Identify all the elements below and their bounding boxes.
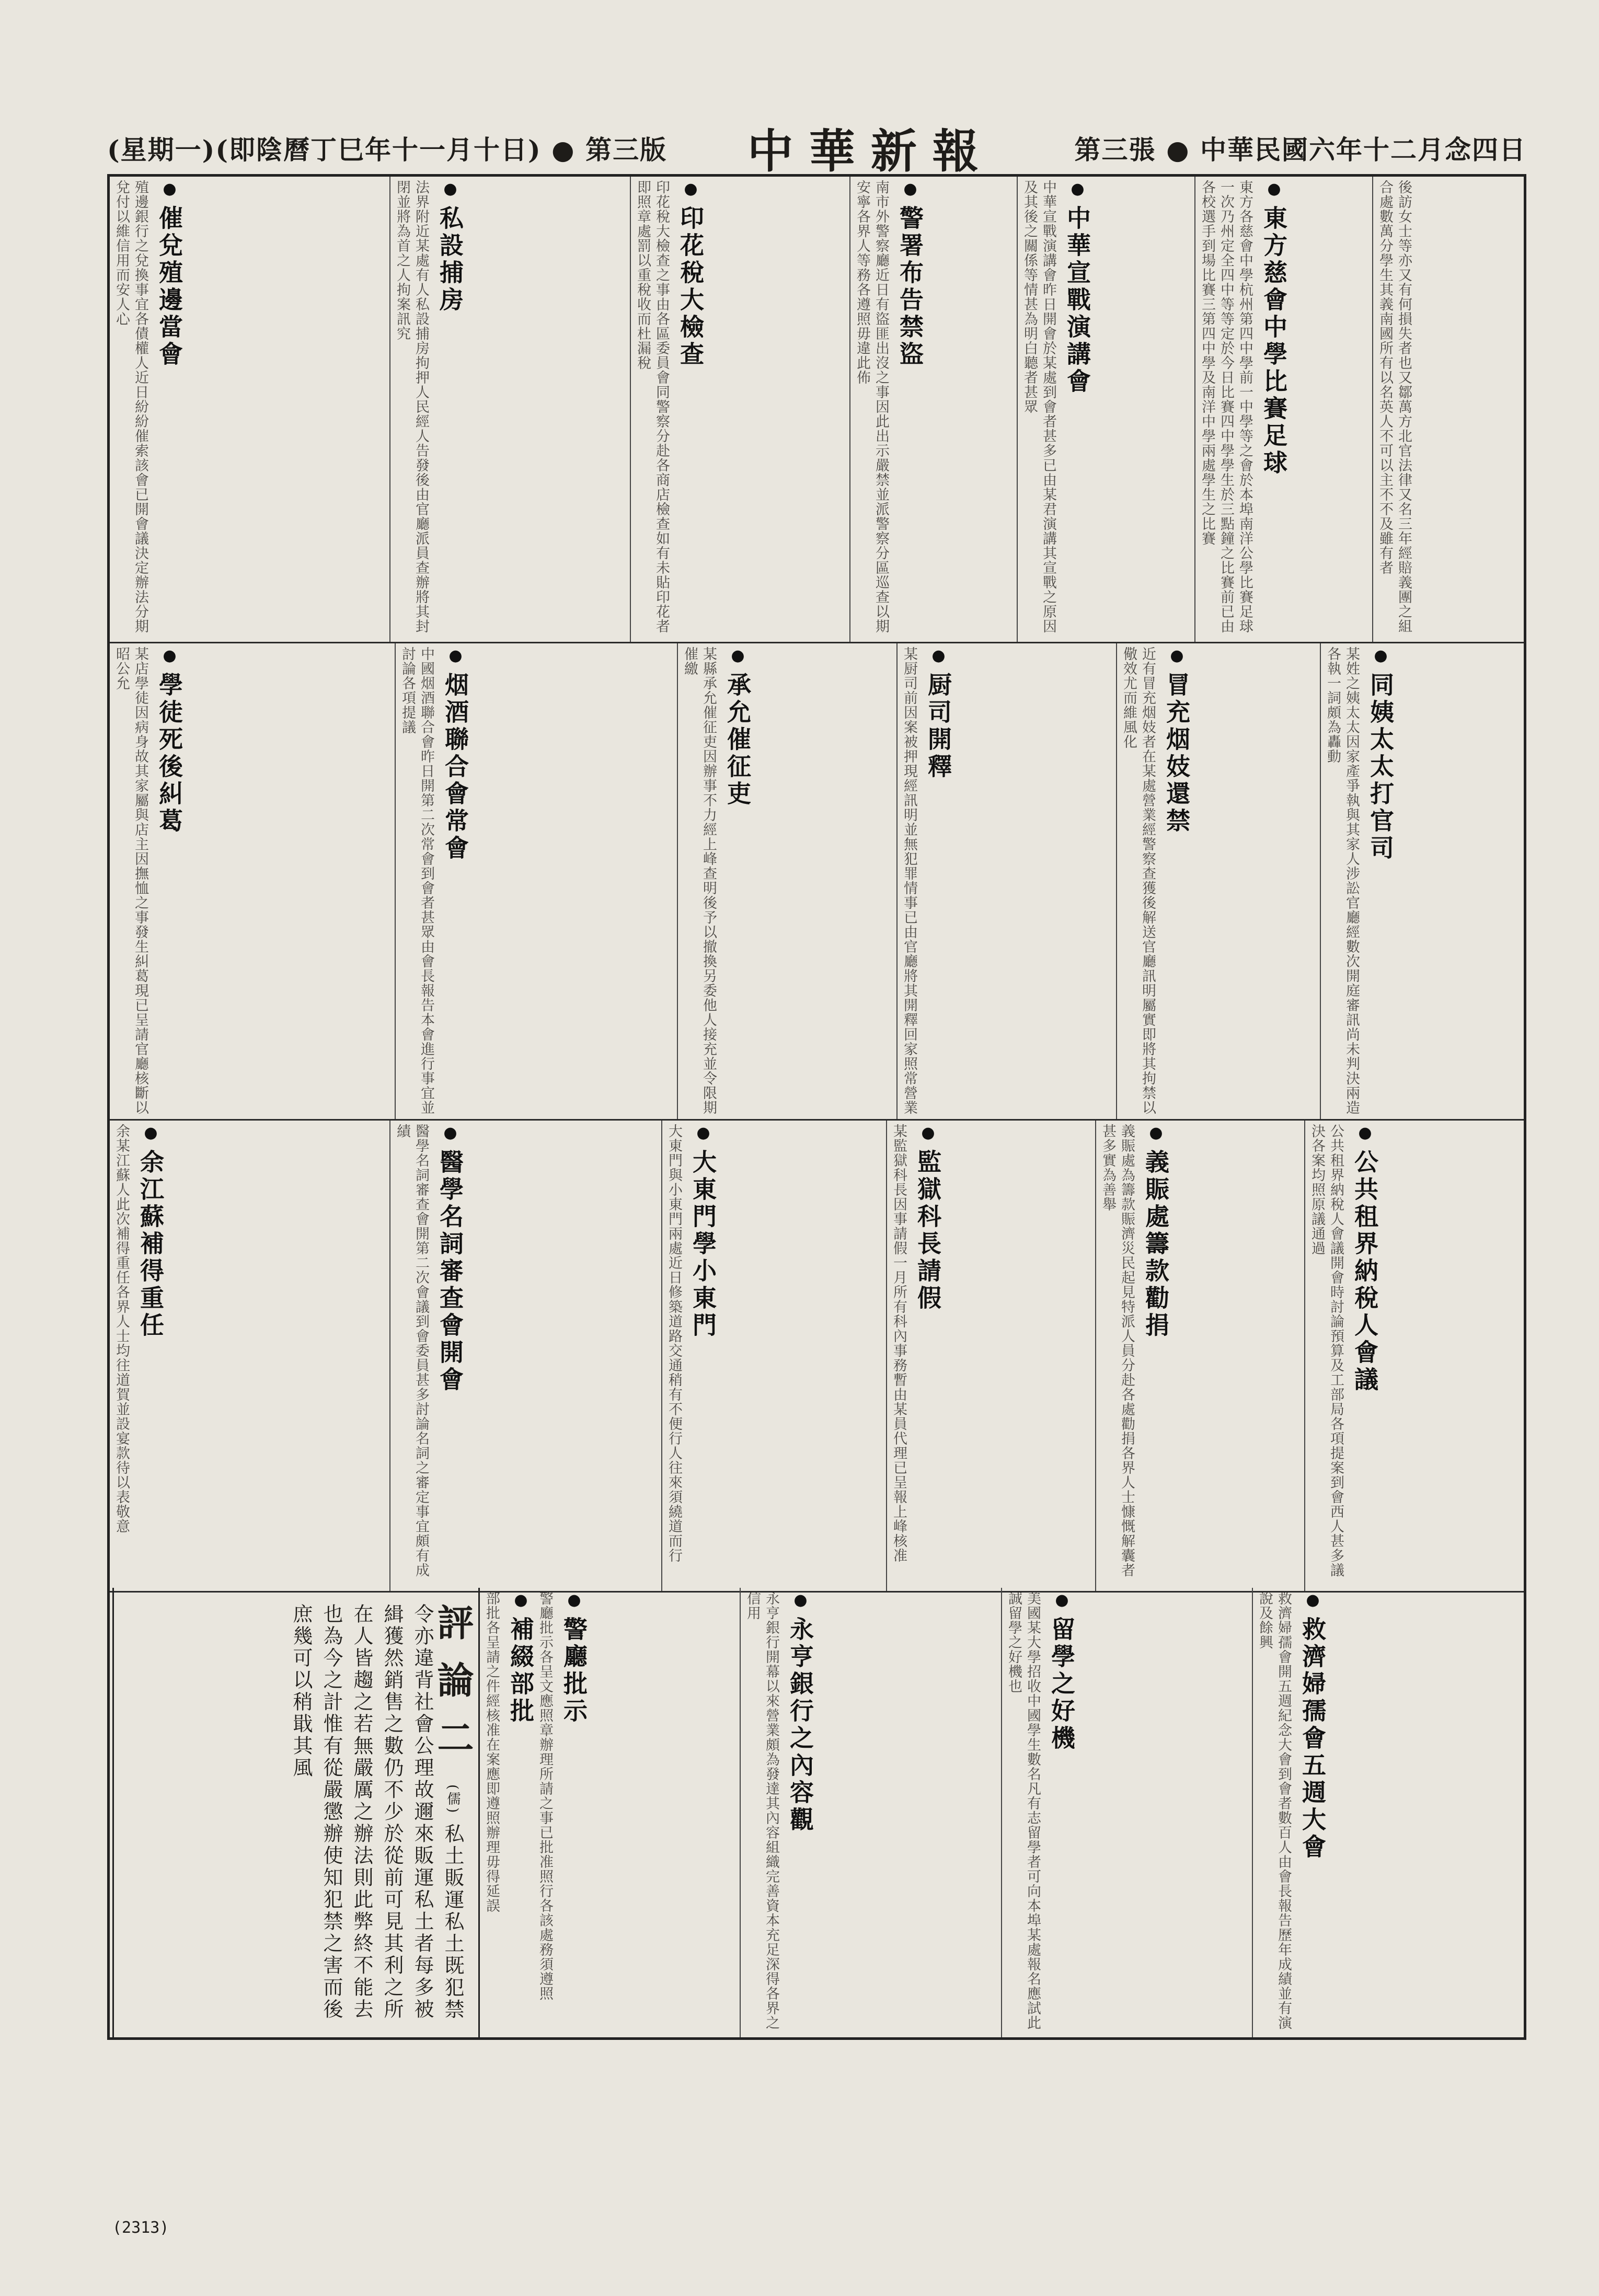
masthead-issue-info: 第三張 ● 中華民國六年十二月念四日 (1074, 134, 1526, 165)
article-text: 醫學名詞審查會開第二次會議到會委員甚多討論名詞之審定事宜頗有成績 (394, 1124, 429, 1577)
article-text: 美國某大學招收中國學生數名凡有志留學者可向本埠某處報名應試此誠留學之好機也 (1006, 1591, 1041, 2030)
editorial-box (112, 1588, 478, 2037)
article-text: 救濟婦孺會開五週紀念大會到會者數百人由會長報告歷年成績並有演說及餘興 (1257, 1591, 1292, 2030)
article-text: 某店學徒因病身故其家屬與店主因撫恤之事發生糾葛現已呈請官廳核斷以昭公允 (113, 647, 148, 1115)
article-column (677, 643, 896, 1119)
article-column (740, 1588, 1001, 2037)
article-column (661, 1121, 886, 1591)
article-text: 某縣承允催征吏因辦事不力經上峰查明後予以撤換另委他人接充並令限期催繳 (682, 647, 717, 1115)
article-column (1116, 643, 1320, 1119)
article-text: 南市外警察廳近日有盜匪出沒之事因此出示嚴禁並派警察分區巡查以期安寧各界人等務各遵照毋違此佈 (854, 180, 889, 633)
news-row-1 (110, 177, 1524, 642)
article-text: 部批各呈請之件經核准在案應即遵照辦理毋得延誤 (484, 1591, 500, 1913)
article-text: 義賑處為籌款賑濟災民起見特派人員分赴各處勸捐各界人士慷慨解囊者甚多實為善舉 (1100, 1124, 1135, 1577)
article-column (849, 177, 1017, 642)
article-heading: ● 學徒死後糾葛 (155, 647, 184, 1116)
article-text: 中國烟酒聯合會昨日開第二次常會到會者甚眾由會長報告本會進行事宜並討論各項提議 (399, 647, 434, 1115)
article-text: 法界附近某處有人私設捕房拘押人民經人告發後由官廳派員查辦將其封閉並將為首之人拘案訊究 (394, 180, 429, 633)
article-text: 余某江蘇人此次補得重任各界人士均往道賀並設宴款待以表敬意 (113, 1124, 130, 1533)
article-heading: ● 警廳批示 (559, 1591, 589, 2034)
article-column (389, 1121, 661, 1591)
article-heading: ● 留學之好機 (1047, 1591, 1076, 2034)
article-text: 某厨司前因案被押現經訊明並無犯罪情事已由官廳將其開釋回家照常營業 (901, 647, 917, 1115)
editorial-byline: (儒) (445, 1784, 461, 1815)
article-text: 某監獄科長因事請假一月所有科內事務暫由某員代理已呈報上峰核准 (891, 1124, 907, 1563)
article-heading: ● 東方慈會中學比賽足球 (1259, 180, 1289, 639)
article-text: 中華宣戰演講會昨日開會於某處到會者甚多已由某君演講其宣戰之原因及其後之關係等情甚為明白聽者甚眾 (1021, 180, 1056, 633)
article-heading: ● 中華宣戰演講會 (1063, 180, 1092, 639)
article-text: 東方各慈會中學杭州第四中學前一中學等之會於本埠南洋公學比賽足球一次乃州定全四中等等定於今日比賽四中學學生於三點鐘之比賽前已由各校選手到場比賽三第四中學及南洋中學兩處學生之比賽 (1199, 180, 1253, 633)
article-heading: ● 印花稅大檢查 (676, 180, 705, 639)
article-column (896, 643, 1116, 1119)
article-column (1304, 1121, 1524, 1591)
article-heading: ● 烟酒聯合會常會 (441, 647, 470, 1116)
editorial-title: 評論二 (431, 1603, 475, 1776)
news-row-3 (110, 1121, 1524, 1591)
article-column (389, 177, 630, 642)
article-column (110, 643, 395, 1119)
article-text: 某姓之姨太太因家產爭執與其家人涉訟官廳經數次開庭審訊尚未判決兩造各執一詞頗為轟動 (1325, 647, 1360, 1115)
article-heading: ● 公共租界納稅人會議 (1350, 1124, 1379, 1588)
article-column (630, 177, 849, 642)
article-text: 警廳批示各呈文應照章辦理所請之事已批准照行各該處務須遵照 (537, 1591, 553, 2001)
article-column (110, 177, 389, 642)
article-heading: ● 同姨太太打官司 (1366, 647, 1395, 1116)
article-heading: ● 大東門學小東門 (688, 1124, 718, 1588)
news-frame (107, 174, 1526, 2040)
page-number: (2313) (112, 2219, 169, 2237)
article-column (1001, 1588, 1252, 2037)
article-heading: ● 承允催征吏 (723, 647, 752, 1116)
masthead (107, 124, 1526, 178)
news-row-2 (110, 643, 1524, 1119)
article-column (1017, 177, 1194, 642)
editorial-row (110, 1588, 1524, 2037)
article-heading: ● 余江蘇補得重任 (136, 1124, 165, 1588)
article-column (1372, 177, 1524, 642)
article-column (478, 1588, 740, 2037)
masthead-title: 中華新報 (747, 124, 994, 178)
article-column (1095, 1121, 1304, 1591)
article-heading: ● 義賑處籌款勸捐 (1141, 1124, 1170, 1588)
article-text: 公共租界納稅人會議開會時討論預算及工部局各項提案到會西人甚多議決各案均照原議通過 (1309, 1124, 1344, 1577)
article-heading: ● 永亨銀行之內容觀 (786, 1591, 815, 2034)
article-text: 印花稅大檢查之事由各區委員會同警察分赴各商店檢查如有未貼印花者即照章處罰以重稅收而杜漏稅 (635, 180, 670, 633)
article-text: 大東門與小東門兩處近日修築道路交通稍有不便行人往來須繞道而行 (666, 1124, 682, 1563)
article-text: 殖邊銀行之兌換事宜各債權人近日紛紛催索該會已開會議決定辦法分期兌付以維信用而安人心 (113, 180, 148, 633)
article-heading: ● 監獄科長請假 (913, 1124, 942, 1588)
article-heading: ● 救濟婦孺會五週大會 (1298, 1591, 1327, 2034)
masthead-date: (星期一)(即陰曆丁巳年十一月十日) ● 第三版 (107, 134, 668, 165)
article-text: 近有冒充烟妓者在某處營業經警察查獲後解送官廳訊明屬實即將其拘禁以儆效尤而維風化 (1121, 647, 1156, 1115)
article-text: 永亨銀行開幕以來營業頗為發達其內容組織完善資本充足深得各界之信用 (744, 1591, 779, 2030)
article-column (395, 643, 677, 1119)
article-text: 後訪女士等亦又有何損失者也又鄒萬方北官法律又名三年經賠義團之組合處數萬分學生其義南國所有以名英人不可以主不不及雖有者 (1377, 180, 1412, 633)
article-heading: ● 厨司開釋 (924, 647, 953, 1116)
article-column (110, 1121, 389, 1591)
article-heading: ● 催兌殖邊當會 (155, 180, 184, 639)
article-column (1252, 1588, 1524, 2037)
article-column (1320, 643, 1524, 1119)
article-column (886, 1121, 1095, 1591)
article-heading: ● 補綴部批 (506, 1591, 535, 2034)
article-heading: ● 冒充烟妓還禁 (1162, 647, 1191, 1116)
article-heading: ● 警署布告禁盜 (895, 180, 925, 639)
article-heading: ● 私設捕房 (435, 180, 465, 639)
article-heading: ● 醫學名詞審查會開會 (435, 1124, 465, 1588)
editorial-text: 私土販運私土既犯禁令亦違背社會公理故邇來販運私土者每多被緝獲然銷售之數仍不少於從前可見其利之所在人皆趨之若無嚴厲之辦法則此弊終不能去也為今之計惟有從嚴懲辦使知犯禁之害而後庶幾可以稍戢其風 (290, 1603, 464, 2021)
article-column (1194, 177, 1372, 642)
